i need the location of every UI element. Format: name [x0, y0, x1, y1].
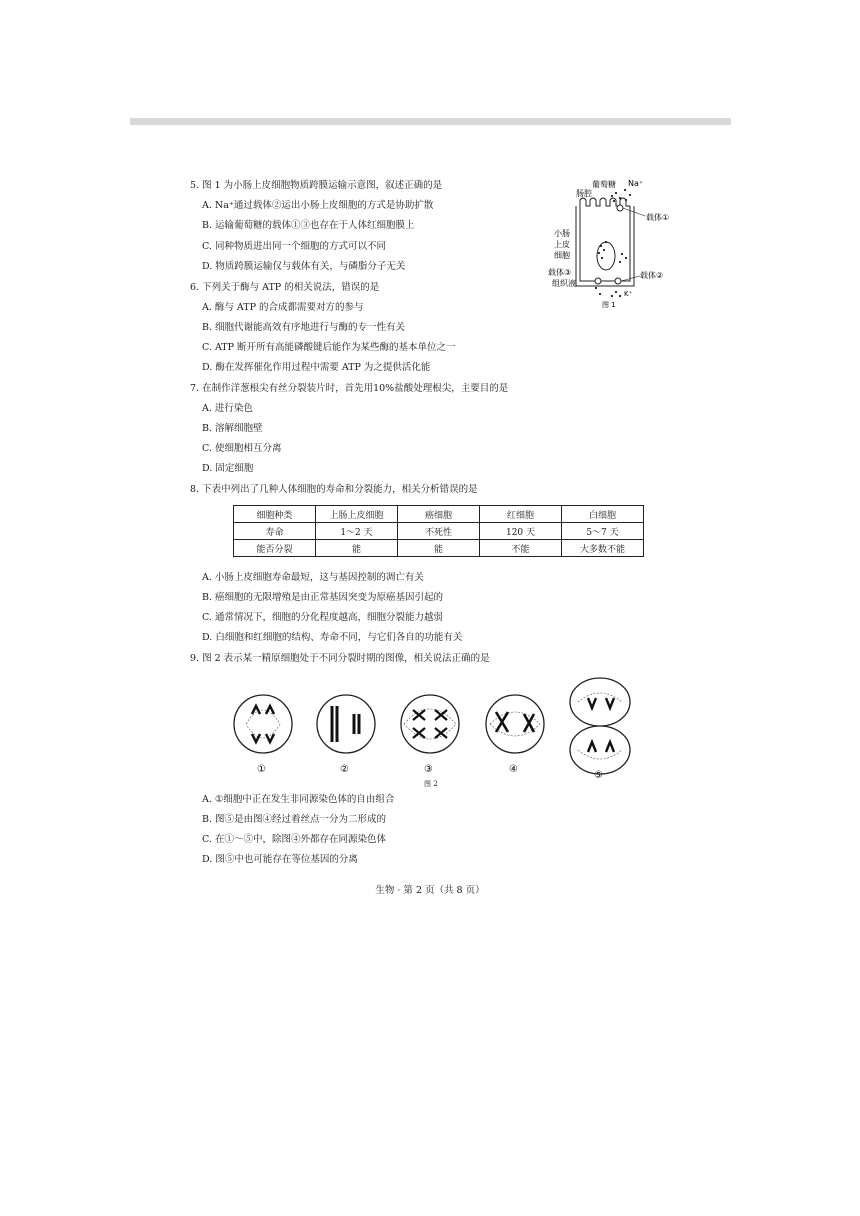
fig1-neighbor-cell-outline [576, 206, 634, 286]
q6-option-a: A. 酶与 ATP 的合成都需要对方的参与 [202, 302, 364, 313]
q5-option-d: D. 物质跨膜运输仅与载体有关，与磷脂分子无关 [202, 261, 406, 272]
question-8-stem: 8. 下表中列出了几种人体细胞的寿命和分裂能力，相关分析错误的是 [190, 484, 478, 495]
fig1-label-lumen: 肠腔 [576, 189, 592, 198]
q8-option-b: B. 癌细胞的无限增殖是由正常基因突变为原癌基因引起的 [202, 592, 444, 603]
q8-option-a: A. 小肠上皮细胞寿命最短，这与基因控制的凋亡有关 [202, 572, 424, 583]
fig1-label-carrier-1: 载体① [646, 213, 670, 222]
figure-2-meiosis-stages [228, 676, 638, 778]
question-7-stem: 7. 在制作洋葱根尖有丝分裂装片时，首先用10%盐酸处理根尖，主要目的是 [190, 383, 509, 394]
fig1-label-carrier-3: 载体③ [548, 268, 572, 277]
page-top-bar [130, 118, 731, 125]
fig2-cell-5 [570, 678, 630, 774]
fig1-carrier-2 [615, 278, 621, 284]
table-cell: 寿命 [234, 523, 316, 540]
table-header-row [234, 506, 644, 523]
fig2-label-1: ① [257, 764, 266, 775]
table-cell: 120 天 [480, 523, 562, 540]
fig1-label-cell-line1: 小肠 [554, 229, 570, 238]
q7-option-c: C. 使细胞相互分离 [202, 443, 282, 454]
question-5-stem: 5. 图 1 为小肠上皮细胞物质跨膜运输示意图，叙述正确的是 [190, 180, 443, 191]
table-header-cell: 红细胞 [480, 506, 562, 523]
fig1-label-k: K⁺ [624, 290, 633, 298]
fig1-carrier-1 [617, 205, 623, 211]
q6-option-c: C. ATP 断开所有高能磷酸键后能作为某些酶的基本单位之一 [202, 342, 456, 353]
fig1-carrier-3 [595, 278, 601, 284]
fig1-microvilli [580, 198, 630, 206]
cell-lifespan-table [233, 505, 644, 557]
q6-option-b: B. 细胞代谢能高效有序地进行与酶的专一性有关 [202, 322, 406, 333]
q5-option-c: C. 同种物质进出同一个细胞的方式可以不同 [202, 241, 386, 252]
fig1-label-na: Na⁺ [628, 179, 644, 188]
table-cell: 能 [316, 540, 398, 557]
fig1-label-carrier-2: 载体② [640, 271, 664, 280]
q8-option-c: C. 通常情况下，细胞的分化程度越高，细胞分裂能力越弱 [202, 612, 443, 623]
table-cell: 不能 [480, 540, 562, 557]
fig1-caption: 图 1 [602, 301, 616, 309]
fig2-label-3: ③ [424, 764, 433, 775]
q5-option-a: A. Na⁺通过载体②运出小肠上皮细胞的方式是协助扩散 [202, 200, 434, 211]
fig2-cell-1 [234, 695, 292, 753]
table-row [234, 540, 644, 557]
table-cell: 能否分裂 [234, 540, 316, 557]
table-header-cell: 细胞种类 [234, 506, 316, 523]
q7-option-d: D. 固定细胞 [202, 463, 254, 474]
fig1-label-glucose: 葡萄糖 [592, 180, 616, 189]
q7-option-a: A. 进行染色 [202, 403, 253, 414]
fig2-cell-2 [317, 695, 375, 753]
fig2-label-2: ② [340, 764, 349, 775]
figure-1-intestinal-cell-diagram [540, 176, 680, 311]
q9-option-d: D. 图⑤中也可能存在等位基因的分离 [202, 854, 358, 865]
table-cell: 能 [398, 540, 480, 557]
table-cell: 5～7 天 [562, 523, 644, 540]
fig2-cell-3 [401, 695, 459, 753]
fig1-nucleus [597, 242, 615, 270]
fig2-cell-4 [486, 695, 544, 753]
table-row [234, 523, 644, 540]
q6-option-d: D. 酶在发挥催化作用过程中需要 ATP 为之提供活化能 [202, 362, 431, 373]
fig2-label-4: ④ [509, 764, 518, 775]
table-header-cell: 白细胞 [562, 506, 644, 523]
fig2-caption: 图 2 [424, 780, 438, 788]
q9-option-b: B. 图⑤是由图④经过着丝点一分为二形成的 [202, 814, 387, 825]
fig1-label-cell-line3: 细胞 [554, 251, 570, 260]
q5-option-b: B. 运输葡萄糖的载体①③也存在于人体红细胞膜上 [202, 220, 415, 231]
table-cell: 大多数不能 [562, 540, 644, 557]
table-header-cell: 上肠上皮细胞 [316, 506, 398, 523]
fig1-label-tissue-fluid: 组织液 [552, 279, 576, 288]
fig2-label-5: ⑤ [594, 770, 603, 778]
question-9-stem: 9. 图 2 表示某一精原细胞处于不同分裂时期的图像，相关说法正确的是 [190, 653, 490, 664]
fig1-label-cell-line2: 上皮 [554, 240, 570, 249]
page-footer: 生物 · 第 2 页（共 8 页） [375, 885, 485, 896]
q9-option-a: A. ①细胞中正在发生非同源染色体的自由组合 [202, 794, 395, 805]
table-header-cell: 癌细胞 [398, 506, 480, 523]
q7-option-b: B. 溶解细胞壁 [202, 423, 263, 434]
q9-option-c: C. 在①～⑤中，除图④外都存在同源染色体 [202, 834, 386, 845]
q8-option-d: D. 白细胞和红细胞的结构、寿命不同，与它们各自的功能有关 [202, 632, 463, 643]
question-6-stem: 6. 下列关于酶与 ATP 的相关说法，错误的是 [190, 282, 380, 293]
table-cell: 不死性 [398, 523, 480, 540]
table-cell: 1～2 天 [316, 523, 398, 540]
